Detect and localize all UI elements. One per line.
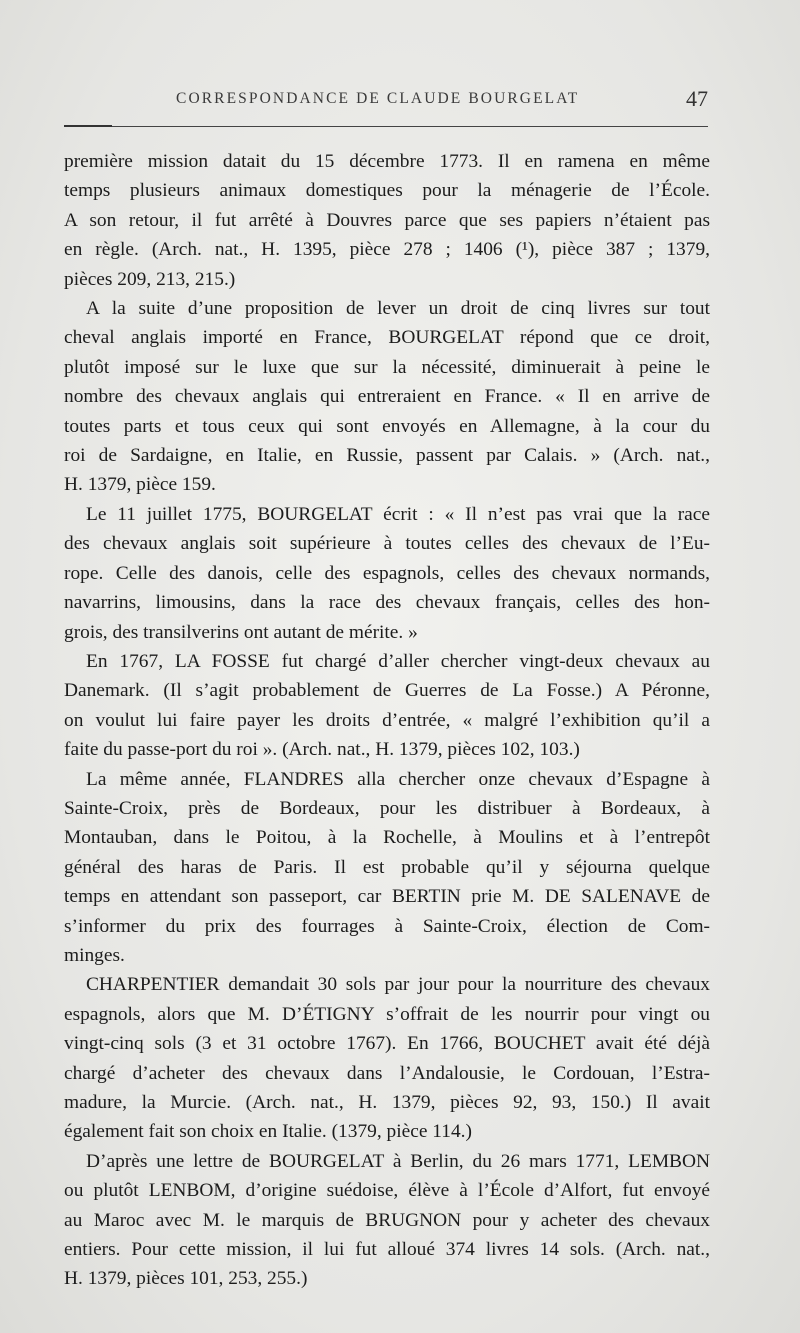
text-line: temps plusieurs animaux domestiques pour la ménagerie de l’École.: [64, 180, 710, 202]
body-text: [64, 147, 710, 1294]
paragraph: [64, 970, 710, 1146]
paragraph: [64, 647, 710, 765]
text-line: entiers. Pour cette mission, il lui fut alloué 374 livres 14 sols. (Arch. nat.,: [64, 1239, 710, 1261]
text-line: Sainte-Croix, près de Bordeaux, pour les distribuer à Bordeaux, à: [64, 797, 710, 819]
text-line: roi de Sardaigne, en Italie, en Russie, passent par Calais. » (Arch. nat.,: [64, 445, 710, 467]
text-line: La même année, FLANDRES alla chercher onze chevaux d’Espagne à: [86, 768, 710, 790]
running-title: CORRESPONDANCE DE CLAUDE BOURGELAT: [176, 90, 580, 107]
page-number: 47: [686, 86, 708, 111]
paragraph: [64, 147, 710, 294]
text-line: Le 11 juillet 1775, BOURGELAT écrit : « Il n’est pas vrai que la race: [86, 503, 710, 525]
text-line: En 1767, LA FOSSE fut chargé d’aller chercher vingt-deux chevaux au: [86, 650, 710, 672]
text-line: espagnols, alors que M. D’ÉTIGNY s’offrait de les nourrir pour vingt ou: [64, 1003, 710, 1025]
text-line: Danemark. (Il s’agit probablement de Guerres de La Fosse.) A Péronne,: [64, 680, 710, 702]
text-line: première mission datait du 15 décembre 1773. Il en ramena en même: [64, 151, 710, 172]
header-rule-accent: [64, 125, 112, 127]
paragraph: [64, 294, 710, 500]
text-line: ou plutôt LENBOM, d’origine suédoise, élève à l’École d’Alfort, fut envoyé: [64, 1180, 710, 1202]
text-line: minges.: [64, 944, 125, 966]
text-line: plutôt imposé sur le luxe que sur la nécessité, diminuerait à peine le: [64, 356, 710, 378]
paragraph: [64, 500, 710, 647]
text-line: temps en attendant son passeport, car BERTIN prie M. DE SALENAVE de: [64, 886, 710, 908]
text-line: pièces 209, 213, 215.): [64, 268, 236, 290]
text-line: également fait son choix en Italie. (1379, pièce 114.): [64, 1121, 472, 1143]
paragraph: [64, 1147, 710, 1294]
text-line: A la suite d’une proposition de lever un droit de cinq livres sur tout: [86, 298, 710, 320]
text-line: grois, des transilverins ont autant de mérite. »: [64, 621, 418, 643]
text-line: nombre des chevaux anglais qui entreraient en France. « Il en arrive de: [64, 386, 710, 408]
text-line: Montauban, dans le Poitou, à la Rochelle, à Moulins et à l’entrepôt: [64, 827, 710, 849]
text-line: cheval anglais importé en France, BOURGELAT répond que ce droit,: [64, 327, 710, 349]
text-line: H. 1379, pièce 159.: [64, 474, 216, 496]
text-line: chargé d’acheter des chevaux dans l’Andalousie, le Cordouan, l’Estra-: [64, 1062, 710, 1084]
paragraph: [64, 765, 710, 971]
text-line: toutes parts et tous ceux qui sont envoyés en Allemagne, à la cour du: [64, 415, 710, 437]
text-line: vingt-cinq sols (3 et 31 octobre 1767). En 1766, BOUCHET avait été déjà: [64, 1033, 710, 1055]
text-line: madure, la Murcie. (Arch. nat., H. 1379, pièces 92, 93, 150.) Il avait: [64, 1092, 710, 1113]
text-line: faite du passe-port du roi ». (Arch. nat., H. 1379, pièces 102, 103.): [64, 739, 580, 761]
text-line: en règle. (Arch. nat., H. 1395, pièce 278 ; 1406 (¹), pièce 387 ; 1379,: [64, 239, 710, 261]
text-line: général des haras de Paris. Il est probable qu’il y séjourna quelque: [64, 856, 710, 878]
text-line: au Maroc avec M. le marquis de BRUGNON pour y acheter des chevaux: [64, 1209, 710, 1231]
text-line: A son retour, il fut arrêté à Douvres parce que ses papiers n’étaient pas: [64, 209, 710, 231]
running-head: [0, 86, 800, 114]
text-line: D’après une lettre de BOURGELAT à Berlin, du 26 mars 1771, LEMBON: [86, 1150, 710, 1172]
text-line: s’informer du prix des fourrages à Sainte-Croix, élection de Com-: [64, 915, 710, 937]
text-line: on voulut lui faire payer les droits d’entrée, « malgré l’exhibition qu’il a: [64, 709, 710, 731]
text-line: navarrins, limousins, dans la race des chevaux français, celles des hon-: [64, 592, 710, 614]
text-line: CHARPENTIER demandait 30 sols par jour pour la nourriture des chevaux: [86, 974, 710, 996]
text-line: rope. Celle des danois, celle des espagnols, celles des chevaux normands,: [64, 562, 710, 584]
header-rule: [64, 126, 708, 127]
text-line: des chevaux anglais soit supérieure à toutes celles des chevaux de l’Eu-: [64, 533, 710, 555]
text-line: H. 1379, pièces 101, 253, 255.): [64, 1268, 308, 1290]
